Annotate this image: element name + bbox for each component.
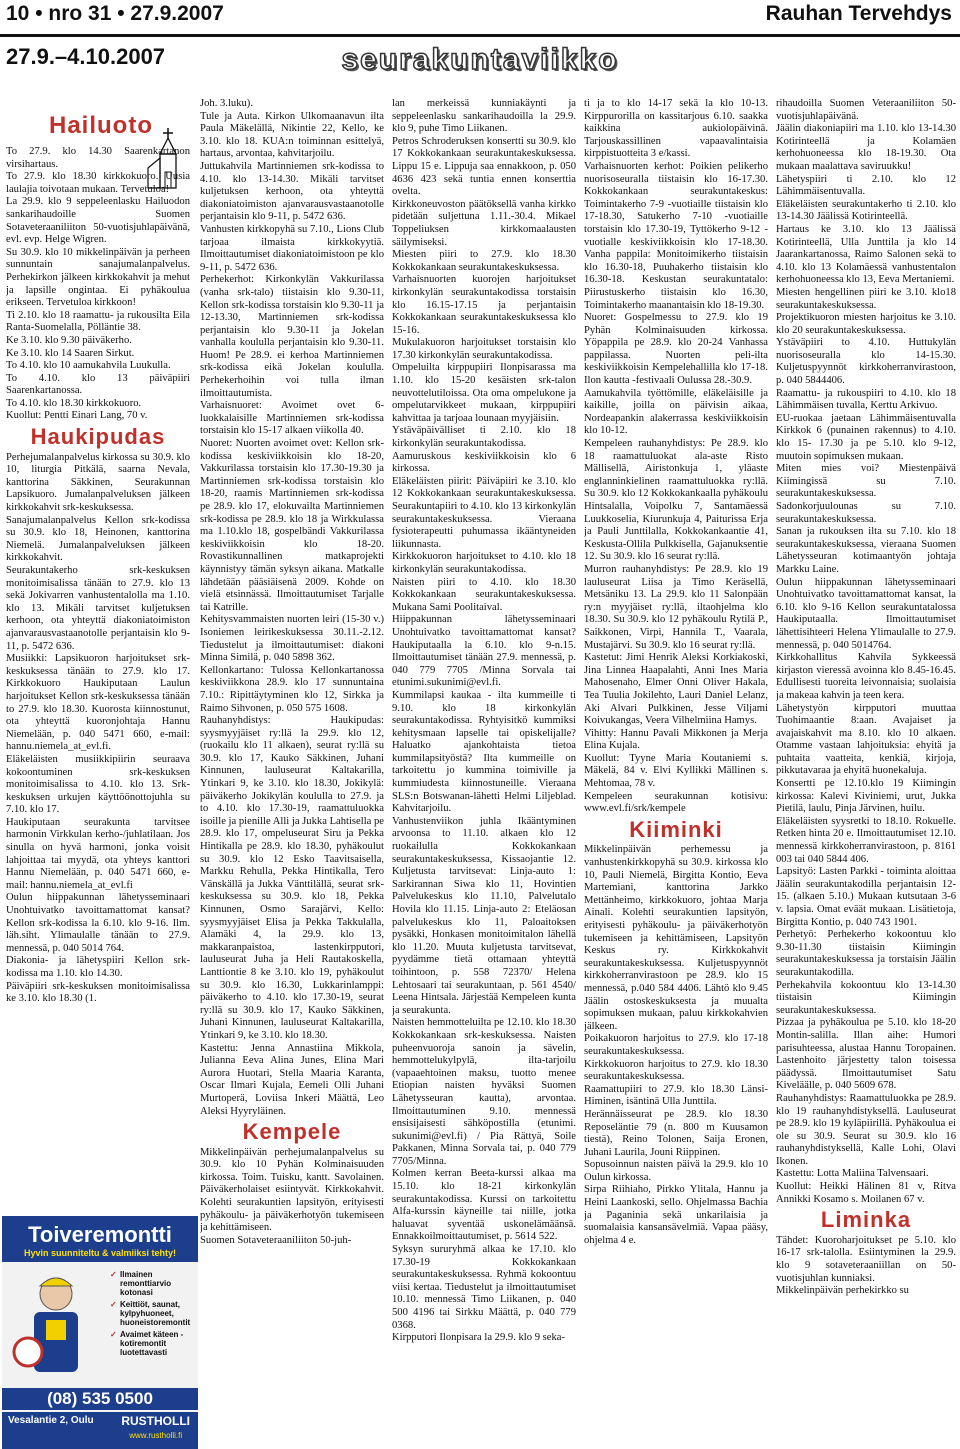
listing-item: Naisten piiri to 4.10. klo 18.30 Kokkokankaan seurakuntakeskuksessa. Mukana Sami Poolitaival. bbox=[392, 576, 576, 613]
listing-item: Projektikuoron miesten harjoitus ke 3.10. klo 20 seurakuntakeskuksessa. bbox=[776, 312, 956, 336]
listing-item: Kirkkokuoron harjoitukset to 4.10. klo 18 kirkonkylän seurakuntakodissa. bbox=[392, 551, 576, 575]
listing-item: Kuollut: Heikki Hälinen 81 v, Ritva Annikki Kosamo s. Moilanen 67 v. bbox=[776, 1181, 956, 1205]
listing-item: Murron rauhanyhdistys: Pe 28.9. klo 19 lauluseurat Liisa ja Timo Keräsellä, Metsäniku 13. La 29.9. klo 11 Salonpään ry:n myyjäiset ry:llä, iltaohjelma klo 18.30. Su 30.9. klo 12 pyhäkoulu Rytilä P., Saikkonen, Virpi, Hannila T., Vaarala, Mustajärvi. Su 30.9. klo 16 seurat ry:llä. bbox=[584, 563, 768, 651]
listing-item: Miten mies voi? Miestenpäivä Kiimingissä su 7.10. seurakuntakeskuksessa. bbox=[776, 463, 956, 500]
listing-item: Oulun hiippakunnan lähetysseminaari Unohtuivatko tavoittamattomat kansat, la 6.10. klo 9-16 Kellon seurakuntatalossa Haukiputaalla. Ilmoittautumiset lähettisihteeri Helena Ylimaulalle to 27.9. mennessä, p. 040 5014764. bbox=[776, 576, 956, 651]
kempele-title: Kempele bbox=[242, 1119, 342, 1145]
listing-item: Kellonkartano: Tulossa Kellonkartanossa keskiviikkona 28.9. klo 17 sunnuntaina 7.10.: Ripittäytyminen klo 12, Sirkka ja Raimo Sihvonen, p. 050 575 1608. bbox=[200, 664, 384, 714]
listing-item: Kummilapsi kaukaa - ilta kummeille ti 9.10. klo 18 kirkonkylän seurakuntakodissa. Ryhtyisitkö kummiksi kehitysmaan lapselle tai opiskelijalle? Haluatko ajankohtaista tietoa kummilapsityöstä? Ilta kummeille on tarkoitettu jo kummina toimiville ja kummiudesta kiinnostuneille. Vieraana SLS:n Botswanan-lähetti Helmi Liljeblad. Kahvitarjoilu. bbox=[392, 689, 576, 815]
listing-item: Nuoret: Gospelmessu to 27.9. klo 19 Pyhän Kolminaisuuden kirkossa. Yöpappila pe 28.9. klo 20-24 Vanhassa pappilassa. Nuorten peli-ilta keskiviikkoisin Kempelehallilla klo 17-18. Ilon kautta -festivaali Oulussa 28.-30.9. bbox=[584, 312, 768, 387]
listing-item: Eläkeläisten syysretki to 18.10. Rokuelle. Retken hinta 20 e. Ilmoittautumiset 12.10. mennessä kirkkoherranvirastoon, p. 8161 003 tai 040 5844 406. bbox=[776, 815, 956, 865]
listing-item: Kirkkoneuvoston päätöksellä vanha kirkko pidetään suljettuna 1.11.-30.4. Mikael Toppeliuksen kirkkomaalausten säilymiseksi. bbox=[392, 198, 576, 248]
listing-item: Ti 2.10. klo 18 raamattu- ja rukousilta Eila Ranta-Suomelalla, Pölläntie 38. bbox=[6, 309, 190, 334]
header-rule bbox=[0, 34, 960, 37]
listing-item: Ystäväpäivälliset ti 2.10. klo 18 kirkonkylän seurakuntakodissa. bbox=[392, 425, 576, 450]
listing-item: Eläkeläisten musiikkipiirin seuraava kokoontuminen srk-keskuksen monitoimisalissa to 4.10. klo 13. Srk-keskuksen urkujen käyttöönottojuhla su 7.10. klo 17. bbox=[6, 753, 190, 816]
listing-item: Tähdet: Kuoroharjoitukset pe 5.10. klo 16-17 srk-talolla. Esiintyminen la 29.9. klo 9 sotaveteraaniillan on 50-vuotisjuhlan kunniaksi. bbox=[776, 1234, 956, 1284]
kiiminki-title: Kiiminki bbox=[629, 816, 723, 842]
listing-item: Sadonkorjuulounas su 7.10. seurakuntakeskuksessa. bbox=[776, 501, 956, 525]
listing-item: Kuollut: Pentti Einari Lang, 70 v. bbox=[6, 410, 148, 422]
listing-item: Perhejumalanpalvelus kirkossa su 30.9. klo 10, liturgia Pitkälä, saarna Nevala, kanttorina Säkkinen, Seurakunnan Lapsikuoro. Jumalanpalveluksen jälkeen kirkkokahvit srk-keskuksessa. bbox=[6, 451, 190, 514]
listing-item: Kirpputori Ilonpisara la 29.9. klo 9 seka- bbox=[392, 1332, 565, 1344]
listing-item: Tule ja Auta. Kirkon Ulkomaanavun ilta Paula Mäkelällä, Nikintie 22, Kello, ke 3.10. klo 18. KUA:n toiminnan esittelyä, hartaus, arvontaa, kahvitarjoilu. bbox=[200, 110, 384, 160]
listing-item: Päiväpiiri srk-keskuksen monitoimisalissa ke 3.10. klo 18.30 (1. bbox=[6, 980, 190, 1005]
ad-phone[interactable]: (08) 535 0500 bbox=[2, 1388, 198, 1410]
listing-item: Petros Schroderuksen konsertti su 30.9. klo 17 Kokkokankaan seurakuntakeskuksessa. Lippu 15 e. Lippuja saa ennakkoon, p. 050 4636 423 sekä tuntia ennen konserttia ovelta. bbox=[392, 135, 576, 198]
listing-item: Kehitysvammaisten nuorten leiri (15-30 v.) Isoniemen leirikeskuksessa 30.11.-2.12. Tiedustelut ja ilmoittautumiset: diakoni Minna Similä, p. 040 5898 362. bbox=[200, 614, 384, 664]
listing-item: rihaudoilla Suomen Veteraaniliiton 50-vuotisjuhlapäivänä. bbox=[776, 98, 956, 122]
listing-item: Herännäisseurat pe 28.9. klo 18.30 Reposeläntie 79 (n. 800 m Kuusamon tiestä), Reino Tolonen, Saija Eronen, Juhani Laurila, Jouni Riippinen. bbox=[584, 1108, 768, 1158]
kiiminki-continued bbox=[776, 98, 956, 1206]
listing-item: Hartaus ke 3.10. klo 13 Jäälissä Kotirinteellä, Ulla Junttila ja klo 14 Jaarankartanossa, Raimo Salonen sekä to 4.10. klo 13 Kolamäessä vanhustentalon kerhohuoneessa klo 13, Eeva Mertaniemi. bbox=[776, 223, 956, 286]
listing-item: Joh. 3.luku). bbox=[200, 98, 253, 109]
listing-item: ti ja to klo 14-17 sekä la klo 10-13. Kirppurorilla on kassitarjous 6.10. saakka kaikkina aukiolopäivinä. Tarjouskassillinen vapaavalintaisia kirppistuotteita 3 e/kassi. bbox=[584, 98, 768, 160]
listing-item: Perhekerhot: Kirkonkylän Vakkurilassa (vanha srk-talo) tiistaisin klo 9.30-11, Kellon srk-kodissa torstaisin klo 9.30-11 ja 12-13.30, Martinniemen srk-kodissa perjantaisin klo 9.30-11 ja Jokelan vanhalla koululla perjantaisin klo 9.30-11. Huom! Pe 28.9. ei kerhoa Martinniemen srk-kodissa eikä Jokelan koululla. Perhekerhoihin voi tulla ilman ilmoittautumista. bbox=[200, 274, 384, 399]
liminka-listings bbox=[776, 1235, 956, 1298]
listing-item: Eläkeläisten seurakuntakerho ti 2.10. klo 13-14.30 Jäälissä Kotirinteellä. bbox=[776, 198, 956, 223]
column-2 bbox=[200, 98, 384, 1447]
listing-item: Kirkkokuoron harjoitus to 27.9. klo 18.30 seurakuntakeskuksessa. bbox=[584, 1058, 768, 1083]
listing-item: Ompeluilta kirppupiiri Ilonpisarassa ma 1.10. klo 15-20 kesäisten srk-talon neuvottelutiloissa. Ota oma ompelukone ja ompelutarvikkeet mukaan, kirppupiiri kahvittaa ja tarjoaa lounaan myyjäisiin. bbox=[392, 362, 576, 424]
section-title: seurakuntaviikko bbox=[341, 43, 619, 76]
listing-item: Rauhanyhdistys: Haukipudas: syysmyyjäiset ry:llä la 29.9. klo 12, (ruokailu klo 11 alkaen), seurat ry:llä su 30.9. klo 17, Kauko Säkkinen, Juhani Kinnunen, lauluseurat Kaltakarilla, Ytinkari 9, ke 3.10. klo 18.30, Jokikylä: päiväkerho Jokikylän koululla to 27.9. ja to 4.10. klo 17.30-19, raamattuluokka isoille ja pienille Alli ja Jukka Lahtisella pe 28.9. klo 17, ompeluseurat Siru ja Pekka Hintikalla pe 28.9. klo 18.30, pyhäkoulut su 30.9. klo 12 Esko Taavitsaisella, Markku Rehulla, Pekka Hintikalla, Tero Vänskällä ja Jukka Vänttilällä, seurat srk-keskuksessa su 30.9. klo 18, Pekka Kinnunen, Osmo Sarajärvi, Kello: syysmyyjäiset Elisa ja Pekka Takkulalla, Alamäki 4, la 29.9. klo 13, makkaranpaistoa, lastenkirpputori, lauluseurat Juha ja Heli Rautakoskella, Lanttiontie 8 ke 3.10. klo 19, pyhäkoulut su 30.9. klo 16.30, Lukkarinlamppi: päiväkerho to 4.10. klo 17.30-19, seurat ry:llä su 30.9. klo 17, Kauko Säkkinen, Juhani Kinnunen, lauluseurat Kaltakarilla, Ytinkari 9, ke 3.10. klo 18.30. bbox=[200, 715, 384, 1041]
haukipudas-listings bbox=[6, 452, 190, 1006]
listing-item: Konsertti pe 12.10.klo 19 Kiimingin kirkossa: Kalevi Kiviniemi, urut, Jukka Pietilä, laulu, Pinja Järvinen, huilu. bbox=[776, 778, 956, 815]
listing-item: Lähetystyön kirpputori muuttaa Tuohimaantie 8:aan. Avajaiset ja avajaiskahvit ma 8.10. klo 10 alkaen. Otamme vastaan lahjoituksia: ehyitä ja puhtaita vaatteita, kenkiä, kirjoja, pikkutavaraa ja ehyitä huonekaluja. bbox=[776, 702, 956, 777]
listing-item: Oulun hiippakunnan lähetysseminaari Unohtuivatko tavoittamattomat kansat? Kellon srk-kodissa la 6.10. klo 9-16. Ilm. läh.siht. Ylimaulalle tänään to 27.9. mennessä, p. 040 5014 764. bbox=[6, 892, 190, 954]
listing-item: La 29.9. klo 9 seppeleenlasku Hailuodon sankarihaudoille Suomen Sotaveteraaniliiton 50-vuotisjuhlapäivänä, evl. evp. Helge Wigren. bbox=[6, 196, 190, 246]
listing-item: Rauhanyhdistys: Raamattuluokka pe 28.9. klo 19 rauhanyhdistyksellä. Lauluseurat pe 28.9. klo 19 kyläpiirillä. Pyhäkoulua ei ole su 30.9. Seurat su 30.9. klo 16 rauhanyhdistyksellä, Kalle Lohi, Olavi Ikonen. bbox=[776, 1092, 956, 1167]
listing-item: Kolmen kerran Beeta-kurssi alkaa ma 15.10. klo 18-21 kirkonkylän seurakuntakodissa. Kurssi on tarkoitettu Alfa-kurssin käyneille tai niille, jotka haluavat syventää uskonelämäänsä. Ennakkoilmoittautumiset, p. 5614 522. bbox=[392, 1168, 576, 1243]
listing-item: Musiikki: Lapsikuoron harjoitukset srk-keskuksessa tänään to 27.9. klo 17. Kirkkokuoro Haukiputaan Laulun harjoitukset Kellon srk-keskuksessa tänään to 27.9. klo 18.30. Kuorosta kiinnostunut, ota yhteyttä kuoronjohtaja Hannu Niemelään, p. 040 5471 660, e-mail: hannu.niemela_at_evl.fi. bbox=[6, 653, 190, 753]
hailuoto-listings bbox=[6, 146, 190, 423]
listing-item: Kirkkohallitus Kahvila Sykkeessä kirjaston vieressä avoinna klo 8.45-16.45. Edullisesti tuoreita leivonnaisia; suolaisia ja makeaa kahvin ja teen kera. bbox=[776, 652, 956, 701]
column-5 bbox=[776, 98, 956, 1447]
ad-brand[interactable] bbox=[121, 1415, 190, 1442]
listing-item: Pizzaa ja pyhäkoulua pe 5.10. klo 18-20 Montin-salilla. Illan aihe: Humori parisuhteessa, alustaa Hannu Toropainen. Lastenhoito järjestetty talon toisessa päädyssä. Ilmoittautumiset Satu Kiveläälle, p. 040 5609 678. bbox=[776, 1017, 956, 1092]
listing-item: To 4.10. klo 13 päiväpiiri Saarenkartanossa. bbox=[6, 372, 190, 397]
worker-icon bbox=[6, 1264, 106, 1384]
listing-item: Sirpa Riihiaho, Pirkko Ylitala, Hannu ja Heini Laankoski, sello. Ohjelmassa Bachia ja Paganinia sekä unkarilaisia ja suomalaisia kansansävelmiä. Vapaa pääsy, ohjelma 4 e. bbox=[584, 1184, 768, 1246]
listing-item: Kastettu: Lotta Maliina Talvensaari. bbox=[776, 1168, 929, 1180]
listing-item: Eläkeläisten piirit: Päiväpiiri ke 3.10. klo 12 Kokkokankaan seurakuntakeskuksessa. Seurakuntapiiri to 4.10. klo 13 kirkonkylän seurakuntakeskuksessa. Vieraana fysioterapeutti puhumassa ikääntyneiden liikunnasta. bbox=[392, 475, 576, 550]
hailuoto-title: Hailuoto bbox=[49, 112, 153, 139]
listing-item: To 27.9. klo 14.30 Saarenkartanon virsihartaus. bbox=[6, 146, 190, 170]
listing-item: Ke 3.10. klo 14 Saaren Sirkut. bbox=[6, 347, 135, 359]
listing-item: Kuollut: Tyyne Maria Koutaniemi s. Mäkelä, 84 v. Elvi Kyllikki Mällinen s. Mehtomaa, 78 v. bbox=[584, 752, 768, 790]
listing-item: Sopusoinnun naisten päivä la 29.9. klo 10 Oulun kirkossa. bbox=[584, 1159, 768, 1183]
listing-item: Poikakuoron harjoitus to 27.9. klo 17-18 seurakuntakeskuksessa. bbox=[584, 1033, 768, 1057]
listing-item: Juttukahvila Martinniemen srk-kodissa to 4.10. klo 13-14.30. Mikäli tarvitset kuljetuksen kerhoon, ota yhteyttä diakoniatoimiston ajanvarausvastaanotolle perjantaisin klo 9-11, p. 5472 636. bbox=[200, 160, 384, 223]
listing-item: Mukulakuoron harjoitukset torstaisin klo 17.30 kirkonkylän seurakuntakodissa. bbox=[392, 337, 576, 361]
listing-item: Suomen Sotaveteraaniliiton 50-juh- bbox=[200, 1234, 352, 1246]
ad-subtitle: Hyvin suunniteltu & valmiiksi tehty! bbox=[2, 1248, 198, 1262]
listing-item: Ke 3.10. klo 9.30 päiväkerho. bbox=[6, 334, 132, 346]
listing-item: Sanan ja rukouksen ilta su 7.10. klo 18 seurakuntakeskuksessa, vieraana Suomen Lähetysseuran kotimaantyön johtaja Markku Laine. bbox=[776, 526, 956, 575]
listing-item: Perhekahvila kokoontuu klo 13-14.30 tiistaisin Kiimingin seurakuntakeskuksessa. bbox=[776, 979, 956, 1016]
listing-item: Hiippakunnan lähetysseminaari Unohtuivatko tavoittamattomat kansat? Haukiputaalla la 6.10. klo 9-n.15. Ilmoittautumiset tänään 27.9. mennessä, p. 040 779 7705 /Minna Sorvala tai etunimi.sukunimi@evl.fi. bbox=[392, 614, 576, 689]
ad-title: Toiveremontti bbox=[2, 1218, 198, 1248]
listing-item: Varhaisnuoret: Avoimet ovet 6-luokkalaisille Martinniemen srk-kodissa torstaisin klo 15-17 alkaen viikolla 40. bbox=[200, 400, 384, 437]
listing-item: Vanhustenviikon juhla Ikääntyminen arvoonsa to 11.10. alkaen klo 12 ruokailulla Kokkokankaan seurakuntakeskuksessa, Kissaojantie 12. Kuljetusta tarvitsevat: Linja-auto 1: Sarkirannan Siwa klo 11, Hovintien Palvelukeskus klo 11.10, Palvelutalo Hovila klo 11.15. Linja-auto 2: Eteläosan palvelukeskus klo 11, Paloaitoksen pysäkki, Honkasen monitoimitalon lähellä klo 11.20. Muuta kuljetusta tarvitsevat, pyydämme tietä ottamaan yhteyttä toihintoon, p. 558 72370/ Helena Lehtosaari tai seurakuntaan, p. 561 4540/ Leena Hintsala. Järjestää Kempeleen kunta ja seurakunta. bbox=[392, 815, 576, 1016]
listing-item: Kempeleen seurakunnan kotisivu: www.evl.fi/srk/kempele bbox=[584, 790, 768, 815]
listing-item: Kastetut: Jimi Henrik Aleksi Korkiakoski, Jina Linnea Haapalahti, Anni Ines Maria Mahosenaho, Elmer Onni Oliver Hakala, Tea Tuulia Jokilehto, Lauri Daniel Lelanz, Aki Alvari Pulkkinen, Jesse Viljami Koivukangas, Veera Vilhelmiina Hamys. bbox=[584, 652, 768, 727]
listing-item: Seurakuntakerho srk-keskuksen monitoimisalissa tänään to 27.9. klo 13 sekä Jokivarren vanhustentalolla ma 1.10. klo 13. Mikäli tarvitset kuljetuksen kerhoon, ota yhteyttä diakoniatoimiston ajanvarausvastaanotolle perjantaisin klo 9-11, p. 5472 636. bbox=[6, 565, 190, 652]
listing-item: EU-ruokaa jaetaan Lähimmäisentuvalla Kirkkok 6 (punainen rakennus) to 4.10. klo 15- 17.30 ja pe 5.10. klo 9-12, muutoin sopimuksen mukaan. bbox=[776, 412, 956, 462]
listing-item: Aamukahvila työttömille, eläkeläisille ja kaikille, joilla on päivisin aikaa, Nordeapankin alakerrassa keskiviikkoisin klo 10-12. bbox=[584, 387, 768, 437]
ad-feature-item: ✓ Avaimet käteen -kotiremontit luotettavasti bbox=[110, 1330, 196, 1357]
haukipudas-continued bbox=[200, 98, 384, 1118]
listing-item: To 27.9. klo 18.30 kirkkokuoro. Uusia laulajia toivotaan mukaan. Tervetuloa! bbox=[6, 171, 190, 195]
kiiminki-listings bbox=[584, 844, 768, 1247]
ad-brand-name: RUSTHOLLI bbox=[121, 1414, 190, 1428]
listing-item: Mikkelinpäivän perhejumalanpalvelus su 30.9. klo 10 Pyhän Kolminaisuuden kirkossa. Toim. Tuisku, kantt. Savolainen. Päiväkerholaiset esiintyvät. Kirkkokahvit. Kolehti seurakuntien lapsityön, erityisesti pyhäkoulu- ja päiväkerhotyön tukemiseen ja kehittämiseen. bbox=[200, 1146, 384, 1234]
listing-item: lan merkeissä kunniakäynti ja seppeleenlasku sankarihaudoilla la 29.9. klo 9, puhe Timo Liikanen. bbox=[392, 98, 576, 135]
kempele-listings bbox=[200, 1147, 384, 1248]
listing-item: Mikkelinpäivän perhekirkko su bbox=[776, 1285, 909, 1297]
listing-item: Lapsityö: Lasten Parkki - toiminta aloittaa Jäälin seurakuntakodilla perjantaisin 12-15. (alkaen 5.10.) Mukaan kutsutaan 3-6 v. lapsia. Omat eväät mukaan. Lisätietoja, Birgitta Kontio, p. 040 743 1901. bbox=[776, 866, 956, 928]
listing-item: Sanajumalanpalvelus Kellon srk-kodissa su 30.9. klo 18, Heinonen, kanttorina Niemelä. Jumalanpalveluksen jälkeen kirkkokahvit. bbox=[6, 514, 190, 564]
haukipudas-title: Haukipudas bbox=[30, 424, 166, 450]
listing-item: Su 30.9. klo 10 mikkelinpäivän ja perheen sunnuntain sanajumalanpalvelus. Perhekirkon jälkeen kirkkokahvit ja mehut ja lapsille ongintaa. Ei pyhäkoulua erikseen. Tervetuloa kirkkoon! bbox=[6, 246, 190, 309]
ad-feature-item: ✓ Keittiöt, saunat, kylpyhuoneet, huoneistoremontit bbox=[110, 1300, 196, 1327]
column-1 bbox=[6, 146, 190, 1214]
listing-item: Raamattu- ja rukouspiiri to 4.10. klo 18 Lähimmäisen tuvalla, Kerttu Arkivuo. bbox=[776, 387, 956, 412]
liminka-title: Liminka bbox=[820, 1207, 912, 1233]
date-range: 27.9.–4.10.2007 bbox=[6, 44, 166, 69]
paper-name: Rauhan Tervehdys bbox=[765, 2, 952, 25]
page-header bbox=[0, 0, 960, 90]
column-4 bbox=[584, 98, 768, 1447]
column-3 bbox=[392, 98, 576, 1447]
listing-item: Vanhusten kirkkopyhä su 7.10., Lions Club tarjoaa ilmaista kirkkokyytiä. Ilmoittautumiset diakoniatoimistoon pe klo 9-11, p. 5472 636. bbox=[200, 223, 384, 273]
listing-item: Syksyn sururyhmä alkaa ke 17.10. klo 17.30-19 Kokkokankaan seurakuntakeskuksessa. Ryhmä kokoontuu viisi kertaa. Tiedustelut ja ilmoittautumiset 10.10. mennessä Timo Liikanen, p. 040 500 4196 tai Sirkku Määttä, p. 040 779 0368. bbox=[392, 1244, 576, 1331]
listing-item: Naisten hemmotteluilta pe 12.10. klo 18.30 Kokkokankaan srk-keskuksessa. Naisten puheenvuoroja sanoin ja sävelin, hemmottelukylpylä, ilta-tarjoilu (vapaaehtoinen maksu, tuotto menee Etiopian naisten hyväksi Suomen Lähetysseuran kautta), arvontaa. Ilmoittautuminen 9.10. mennessä ensisijaisesti sähköpostilla (etunimi. sukunimi@evl.fi) / Pia Rättyä, Soile Pakkanen, Minna Sorvala tai, p. 040 779 7705/Minna. bbox=[392, 1017, 576, 1167]
listing-item: To 4.10. klo 10 aamukahvila Luukulla. bbox=[6, 360, 171, 372]
listing-item: Nuoret: Nuorten avoimet ovet: Kellon srk-kodissa keskiviikkoisin klo 18-20, Vakkurilassa torstaisin klo 17.30-19.30 ja Martinniemen srk-kodissa torstaisin klo 18-20, raamis Martinniemen srk-kodissa pe 28.9. klo 17, elokuvailta Martinniemen srk-kodissa pe 28.9. klo 18 ja Wirkkulassa ma 1.10.klo 18, gospelbändi Vakkurilassa keskiviikkoisin klo 18-20. Rovastikunnallinen matkaprojekti käynnistyy tämän syksyn aikana. Matkalle lähdetään pääsiäisenä 2009. Kohde on vielä etsinnässä. Ilmoittautumiset Tarjalle tai Katrille. bbox=[200, 438, 384, 613]
toiveremontti-ad[interactable] bbox=[2, 1216, 198, 1449]
ad-address: Vesalantie 2, Oulu bbox=[8, 1415, 94, 1426]
listing-item: Lähetyspiiri ti 2.10. klo 12 Lähimmäisentuvalla. bbox=[776, 173, 956, 198]
listing-item: Miesten piiri to 27.9. klo 18.30 Kokkokankaan seurakuntakeskuksessa. bbox=[392, 249, 576, 273]
listing-item: Perhetyö: Perhekerho kokoontuu klo 9.30-11.30 tiistaisin Kiimingin seurakuntakeskuksessa ja torstaisin Jäälin seurakuntakodilla. bbox=[776, 929, 956, 978]
kempele-end bbox=[584, 98, 768, 816]
ad-features bbox=[110, 1270, 196, 1360]
listing-item: Mikkelinpäivän perhemessu ja vanhustenkirkkopyhä su 30.9. kirkossa klo 10, Pauli Niemelä, Birgitta Kontio, Eeva Martemiani, kanttorina Jarkko Mettänheimo, kirkkokuoro, johtaa Marja Ainali. Kolehti seurakuntien lapsityön, erityisesti pyhäkoulu- ja päiväkerhotyön tukemiseen ja kehittämiseen, Lapsityön Keskus ry. Kirkkokahvit seurakuntakeskuksessa. Kuljetuspyynnöt kirkkoherranvirastoon pe 28.9. klo 15 mennessä, p.040 584 4406. Lähtö klo 9.45 Jäälin ostoskeskuksesta ja muualta sopimuksen mukaan, paluu kirkkokahvien jälkeen. bbox=[584, 844, 768, 1032]
listing-item: Varhaisnuorten kerhot: Poikien pelikerho nuorisoseuralla tiistaisin klo 16-17.30. Kokkokankaan seurakuntakeskus: Toimintakerho 7-9 -vuotiaille tiistaisin klo 17-18.30, Satukerho 7-10 -vuotiaille torstaisin klo 17.30-19, Tyttökerho 9-12 -vuotialle keskiviikkoisin klo 17-18.30. Vanha pappila: Monitoimikerho tiistaisin klo 16.30-18, Puuhakerho tiistaisin klo 16.30-18. Keskustan seurakuntatalo: Piirustuskerho tiistaisin klo 16.30, Toimintakerho maanantaisin klo 18-19.30. bbox=[584, 160, 768, 311]
listing-item: Miesten hengellinen piiri ke 3.10. klo18 seurakuntakeskuksessa. bbox=[776, 286, 956, 311]
kempele-continued bbox=[392, 98, 576, 1345]
listing-item: Kempeleen rauhanyhdistys: Pe 28.9. klo 18 raamattuluokat ala-aste Risto Mällisellä, Airistonkuja 1, yläaste englanninkielinen raamattuluokka ry:llä. Su 30.9. klo 12 Kokkokankaalla pyhäkoulu Hintsalalla, Voipolku 7, Santamäessä Luukkoselia, Kiurunkuja 4, Paiturissa Erja ja Pauli Junttilalla, Kokkokankaantie 41, Keskusta-Ollila Pulkkisella, Gajanuksentie 12. Su 30.9. klo 16 seurat ry:llä. bbox=[584, 438, 768, 563]
issue-line: 10 • nro 31 • 27.9.2007 bbox=[6, 2, 224, 25]
listing-item: To 4.10. klo 18.30 kirkkokuoro. bbox=[6, 397, 142, 409]
listing-item: Aamuruskous keskiviikkoisin klo 6 kirkossa. bbox=[392, 450, 576, 475]
listing-item: Haukiputaan seurakunta tarvitsee harmonin Virkkulan kerho-/juhlatilaan. Jos sinulla on hyvä harmoni, jonka voisit lahjoittaa tai myydä, ota yhteys kanttori Hannu Niemelään, p. 040 5471 660, e-mail: hannu.niemela_at_evl.fi bbox=[6, 816, 190, 891]
listing-item: Jäälin diakoniapiiri ma 1.10. klo 13-14.30 Kotirinteellä ja Kolamäen kerhohuoneessa klo 18-19.30. Ota mukaan maalattava saviruukku! bbox=[776, 123, 956, 172]
ad-footer bbox=[2, 1412, 198, 1449]
listing-item: Diakonia- ja lähetyspiiri Kellon srk-kodissa ma 1.10. klo 14.30. bbox=[6, 955, 190, 979]
listing-item: Vihitty: Hannu Pavali Mikkonen ja Merja Elina Kujala. bbox=[584, 727, 768, 752]
listing-item: Ystäväpiiri to 4.10. Huttukylän nuorisoseuralla klo 14-15.30. Kuljetuspyynnöt kirkkoherranvirastoon, p. 040 5844406. bbox=[776, 337, 956, 387]
listing-item: Varhaisnuorten kuorojen harjoitukset kirkonkylän seurakuntakodissa torstaisin klo 16.15-17.15 ja perjantaisin Kokkokankaan seurakuntakeskuksessa klo 15-16. bbox=[392, 274, 576, 336]
listing-item: Kastettu: Jenna Annastiina Mikkola, Julianna Eeva Alina Junes, Elina Mari Aurora Huotari, Stella Maaria Karanta, Oscar Ilmari Kujala, Eemeli Olli Juhani Murtoperä, Loviisa Inkeri Määttä, Leo Aleksi Hyyryläinen. bbox=[200, 1042, 384, 1117]
ad-web[interactable]: www.rustholli.fi bbox=[129, 1431, 183, 1440]
listing-item: Raamattupiiri to 27.9. klo 18.30 Länsi-Himinen, isäntinä Ulla Junttila. bbox=[584, 1083, 768, 1108]
ad-feature-item: ✓ Ilmainen remonttiarvio kotonasi bbox=[110, 1270, 196, 1297]
